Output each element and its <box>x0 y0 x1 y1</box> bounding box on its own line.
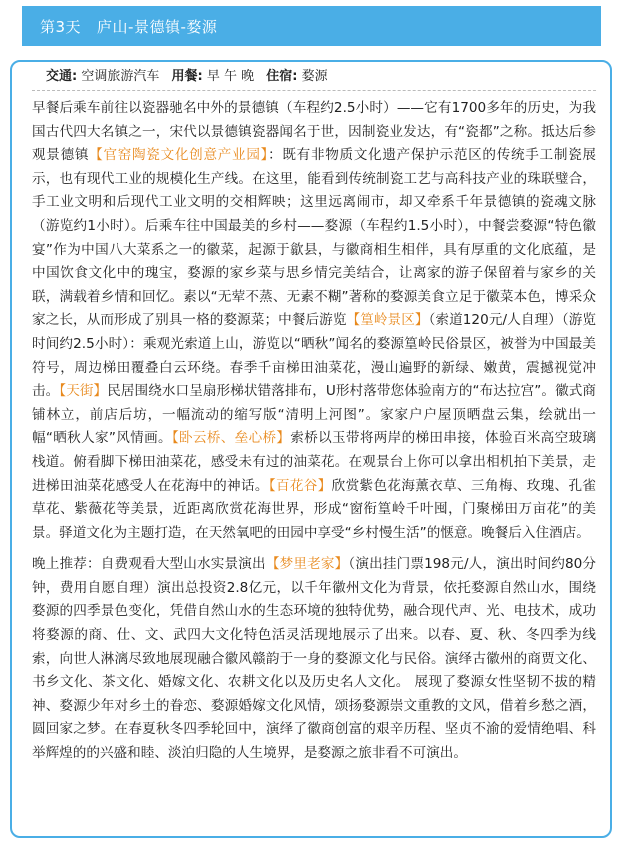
stay-label: 住宿: <box>266 69 298 84</box>
itinerary-card <box>10 60 612 838</box>
attraction-highlight-tianjie: 【天街】 <box>59 383 108 400</box>
day-route-title: 庐山-景德镇-婺源 <box>97 17 218 36</box>
transport-value: 空调旅游汽车 <box>81 69 160 84</box>
itinerary-paragraph-day <box>32 97 596 545</box>
para-text: ：既有非物质文化遗产保护示范区的传统手工制瓷展示，也有现代工业的规模化生产线。在这里，能看到传统制瓷工艺与高科技产业的珠联璧合，手工业文明和后现代工业文明的交相辉映；这里远离闹市，却又牵系千年景德镇的瓷魂文脉（游览约1小时）。后乘车往中国最美的乡村——婺源（车程约1.5小时），中餐尝婺源“特色徽宴”作为中国八大菜系之一的徽菜，起源于歙县，与徽商相生相伴，具有厚重的文化底蕴，是中国饮食文化中的瑰宝，婺源的家乡菜与思乡情完美结合，让离家的游子保留着与家乡的关联，满载着乡情和回忆。素以“无荤不蒸、无素不糊”著称的婺源美食立足于徽菜本色，博采众家之长，从而形成了别具一格的婺源菜；中餐后游览 <box>32 147 597 329</box>
meal-label: 用餐: <box>171 69 203 84</box>
stay-value: 婺源 <box>301 69 328 84</box>
attraction-highlight-bridges: 【卧云桥、垒心桥】 <box>171 430 291 447</box>
day-number: 第3天 <box>40 17 82 36</box>
itinerary-paragraph-evening <box>32 553 596 765</box>
para-text: 早餐后乘车前往以瓷器驰名中外的景德镇（车程约2.5小时）——它有1700多年的历史，为我国古代四大名镇之一，宋代以景德镇瓷器闻名于世，因制瓷业发达，有“瓷都”之称。抵达后参观景德镇 <box>32 100 596 164</box>
para-text: 晚上推荐：自费观看大型山水实景演出 <box>32 556 266 573</box>
attraction-highlight-show: 【梦里老家】 <box>265 556 349 573</box>
attraction-highlight-ceramic-park: 【官窑陶瓷文化创意产业园】 <box>89 147 269 164</box>
transport-info <box>46 69 159 84</box>
para-text: （演出挂门票198元/人，演出时间约80分钟，费用自愿自理）演出总投资2.8亿元，以千年徽州文化为背景，依托婺源自然山水，围绕婺源的四季景色变化，凭借自然山水的生态环境的独特优势，融合现代声、光、电技术，成功将婺源的商、仕、文、武四大文化特色活灵活现地展示了出来。以春、夏、秋、冬四季为线索，向世人淋漓尽致地展现融合徽风赣韵于一身的婺源文化与民俗。演绎古徽州的商贾文化、书乡文化、茶文化、婚嫁文化、农耕文化以及历史名人文化。 展现了婺源女性坚韧不拔的精神、婺源少年对乡土的眷恋、婺源婚嫁文化风情，颂扬婺源崇文重教的文风，借着乡愁之酒，圆回家之梦。在春夏秋冬四季轮回中，演绎了徽商创富的艰辛历程、坚贞不渝的爱情绝唱、科举辉煌的的兴盛和睦、淡泊归隐的人生境界，是婺源之旅非看不可演出。 <box>32 556 597 762</box>
para-text: 索桥以玉带将两岸的梯田串接，体验百米高空玻璃栈道。俯看脚下梯田油菜花，感受未有过的油菜花。在观景台上你可以拿出相机拍下美景，走进梯田油菜花感受人在花海中的神话。 <box>32 430 596 494</box>
day-header <box>22 6 601 46</box>
meal-info <box>172 69 255 84</box>
attraction-highlight-flower-valley: 【百花谷】 <box>268 477 332 494</box>
stay-info <box>266 69 327 84</box>
attraction-highlight-huangling: 【篁岭景区】 <box>346 312 429 329</box>
meal-value: 早 午 晚 <box>206 69 255 84</box>
meta-row <box>32 62 596 91</box>
transport-label: 交通: <box>46 69 78 84</box>
para-text: （索道120元/人自理）（游览时间约2.5小时）：乘观光索道上山，游览以“晒秋”闻名的婺源篁岭民俗景区，被誉为中国最美符号，周边梯田覆叠白云环绕。春季千亩梯田油菜花，漫山遍野的新绿、嫩黄，震撼视觉冲击。 <box>32 312 596 400</box>
para-text: 欣赏紫色花海薰衣草、三角梅、玫瑰、孔雀草花、紫薇花等美景，近距离欣赏花海世界，形成“窗衔篁岭千叶囤，门聚梯田万亩花”的美景。驿道文化为主题打造，在天然氧吧的田园中享受“乡村慢生活”的惬意。晚餐后入住酒店。 <box>32 477 597 541</box>
para-text: 民居围绕水口呈扇形梯状错落排布，U形村落带您体验南方的“布达拉宫”。徽式商铺林立，前店后坊，一幅流动的缩写版“清明上河图”。家家户户屋顶晒盘云集，绘就出一幅“晒秋人家”风情画。 <box>32 383 597 447</box>
